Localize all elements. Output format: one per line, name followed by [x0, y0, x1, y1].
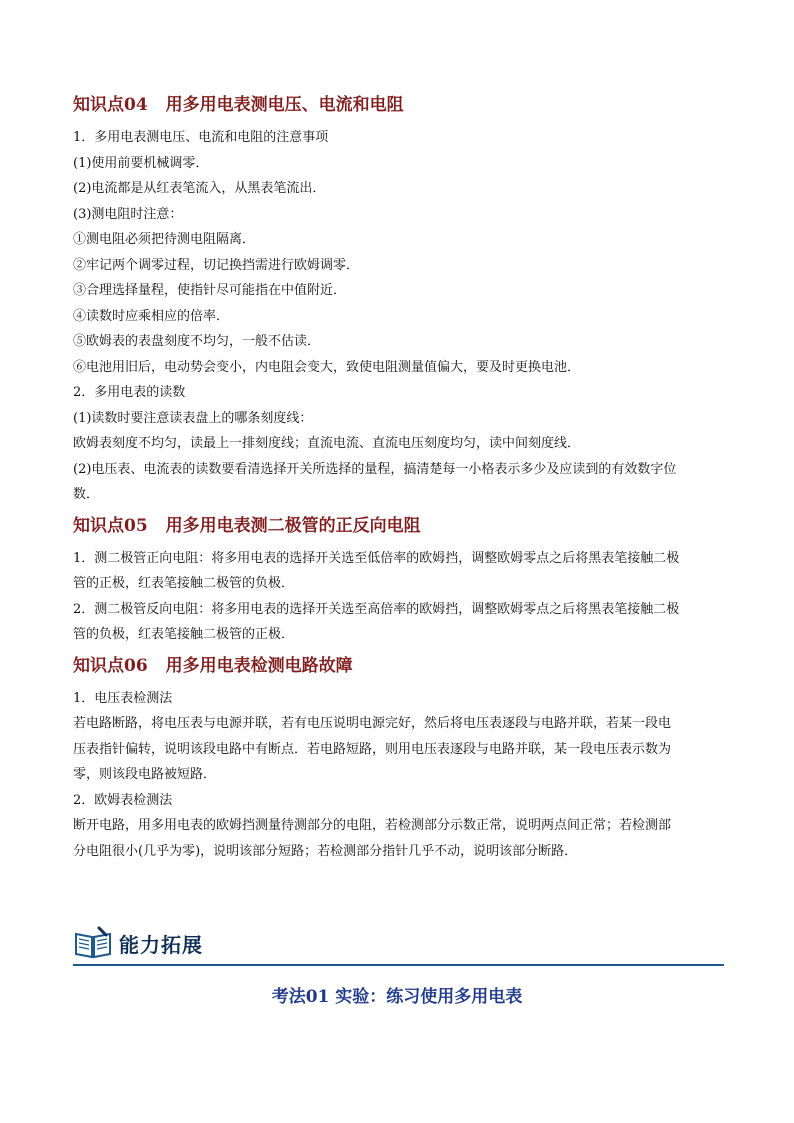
kp04-title: 用多用电表测电压、电流和电阻: [165, 95, 404, 115]
ability-extension-banner: [73, 924, 724, 966]
kp04-line: ⑤欧姆表的表盘刻度不均匀，一般不估读．: [73, 334, 321, 349]
kp04-line: (3)测电阻时注意：: [73, 206, 183, 222]
kp06-line: 1．电压表检测法: [73, 690, 173, 706]
kp06-line: 零，则该段电路被短路．: [73, 767, 217, 782]
kp06-body: [73, 686, 724, 865]
kp06-line: 断开电路，用多用电表的欧姆挡测量待测部分的电阻，若检测部分示数正常，说明两点间正常；若检测部: [73, 818, 672, 833]
kp05-label: 知识点05: [73, 515, 148, 536]
kp06-line: 2．欧姆表检测法: [73, 792, 173, 808]
knowledge-point-06-heading: [73, 654, 724, 678]
kp05-title: 用多用电表测二极管的正反向电阻: [165, 515, 421, 536]
kp04-line: ①测电阻必须把待测电阻隔离．: [73, 232, 256, 247]
kp04-body: [73, 125, 724, 508]
banner-rule: [73, 964, 724, 966]
knowledge-point-05-heading: [73, 514, 724, 538]
kp06-line: 分电阻很小(几乎为零)，说明该部分短路；若检测部分指针几乎不动，说明该部分断路．: [73, 843, 578, 859]
kp04-line: (2)电流都是从红表笔流入，从黑表笔流出．: [73, 181, 326, 196]
kp04-line: (1)使用前要机械调零．: [73, 155, 209, 171]
kp05-line: 1．测二极管正向电阻：将多用电表的选择开关选至低倍率的欧姆挡，调整欧姆零点之后将黑表笔接触二极: [73, 550, 680, 566]
kp04-line: ④读数时应乘相应的倍率．: [73, 308, 230, 324]
kp04-line: 数．: [73, 487, 100, 502]
kp04-line: 2．多用电表的读数: [73, 385, 186, 400]
method-01-heading: 考法01 实验：练习使用多用电表: [271, 987, 523, 1007]
kp06-title: 用多用电表检测电路故障: [165, 655, 353, 676]
banner-title: 能力拓展: [119, 933, 203, 957]
kp04-line: 欧姆表刻度不均匀，读最上一排刻度线；直流电流、直流电压刻度均匀，读中间刻度线．: [73, 436, 581, 451]
kp04-line: 1．多用电表测电压、电流和电阻的注意事项: [73, 130, 329, 145]
kp05-line: 管的负极，红表笔接触二极管的正极．: [73, 627, 295, 642]
kp05-line: 2．测二极管反向电阻：将多用电表的选择开关选至高倍率的欧姆挡，调整欧姆零点之后将黑表笔接触二极: [73, 601, 680, 617]
knowledge-point-04-heading: [73, 93, 724, 117]
kp06-label: 知识点06: [73, 655, 148, 676]
kp04-line: ②牢记两个调零过程，切记换挡需进行欧姆调零．: [73, 257, 360, 273]
content-area: [73, 93, 724, 864]
kp06-line: 压表指针偏转，说明该段电路中有断点．若电路短路，则用电压表逐段与电路并联，某一段电压表示数为: [73, 741, 672, 757]
kp05-body: [73, 546, 724, 648]
book-icon: [73, 926, 113, 960]
kp04-line: ③合理选择量程，使指针尽可能指在中值附近．: [73, 283, 347, 298]
kp04-line: (1)读数时要注意读表盘上的哪条刻度线：: [73, 410, 313, 426]
kp06-line: 若电路断路，将电压表与电源并联，若有电压说明电源完好，然后将电压表逐段与电路并联，若某一段电: [73, 716, 672, 731]
kp04-line: (2)电压表、电流表的读数要看清选择开关所选择的量程，搞清楚每一小格表示多少及应读到的有效数字位: [73, 461, 677, 477]
kp05-line: 管的正极，红表笔接触二极管的负极．: [73, 576, 295, 591]
kp04-label: 知识点04: [73, 95, 148, 115]
kp04-line: ⑥电池用旧后，电动势会变小，内电阻会变大，致使电阻测量值偏大，要及时更换电池．: [73, 359, 581, 375]
